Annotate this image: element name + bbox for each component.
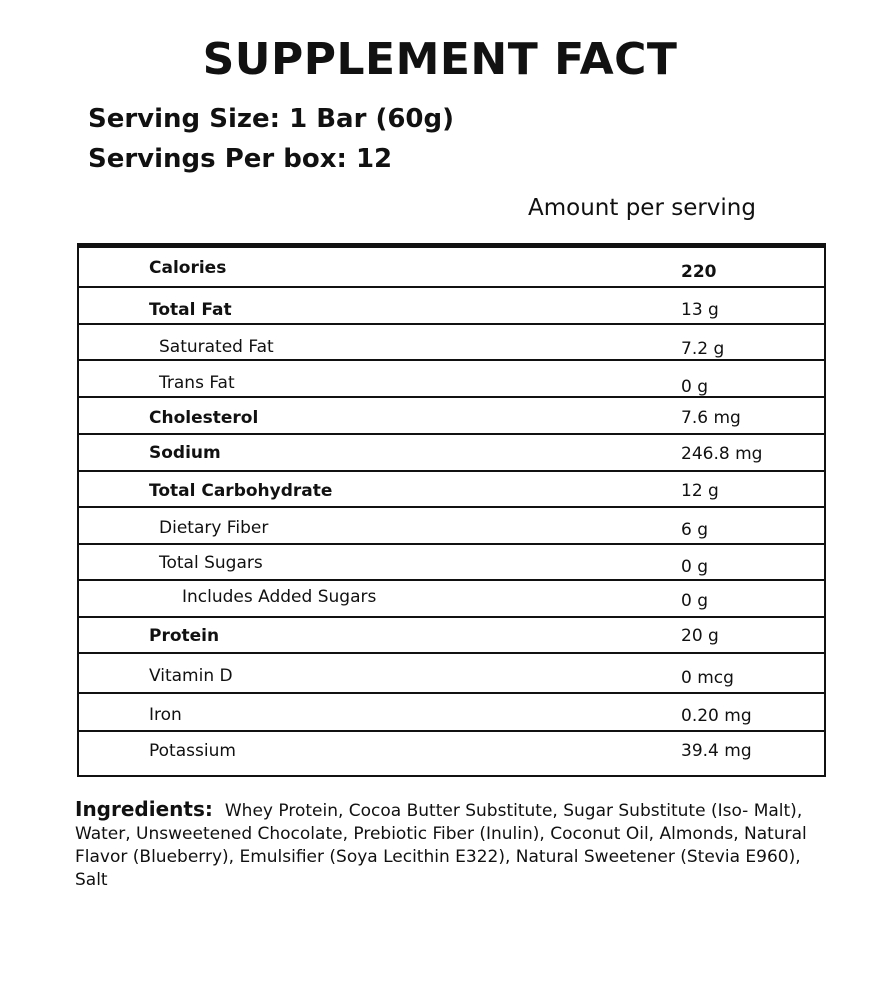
nutrient-value: 20 g: [681, 626, 719, 646]
table-row: [79, 618, 824, 654]
nutrient-value: 0 g: [681, 591, 709, 611]
table-row: [79, 288, 824, 325]
nutrient-label: Total Carbohydrate: [149, 481, 333, 501]
table-row: [79, 361, 824, 398]
table-row: [79, 398, 824, 435]
nutrient-label: Calories: [149, 258, 227, 278]
table-row: [79, 248, 824, 288]
nutrition-facts-table: [77, 243, 826, 777]
table-row: [79, 435, 824, 472]
amount-per-serving-header: Amount per serving: [528, 195, 756, 221]
nutrient-label: Saturated Fat: [159, 337, 274, 357]
table-row: [79, 508, 824, 545]
nutrient-value: 7.2 g: [681, 339, 725, 359]
nutrient-value: 13 g: [681, 300, 719, 320]
ingredients-text: Whey Protein, Cocoa Butter Substitute, Sugar Substitute (Iso- Malt), Water, Unsweetened Chocolate, Prebiotic Fiber (Inulin), Coconut Oil, Almonds, Natural Flavor (Blueberry), Emulsifier (Soya Lecithin E322), Natural Sweetener (Stevia E960), Salt: [75, 801, 807, 890]
table-row: [79, 325, 824, 361]
nutrient-label: Cholesterol: [149, 408, 259, 428]
nutrient-value: 0.20 mg: [681, 706, 752, 726]
table-row: [79, 472, 824, 508]
table-row: [79, 732, 824, 775]
servings-per-box: Servings Per box: 12: [88, 144, 393, 174]
nutrient-value: 0 mcg: [681, 668, 734, 688]
nutrient-value: 0 g: [681, 377, 709, 397]
nutrient-label: Iron: [149, 705, 182, 725]
nutrient-value: 6 g: [681, 520, 709, 540]
nutrient-label: Total Sugars: [159, 553, 263, 573]
page-title: SUPPLEMENT FACT: [202, 34, 678, 85]
ingredients-label: Ingredients:: [75, 797, 213, 821]
table-row: [79, 694, 824, 732]
nutrient-label: Includes Added Sugars: [182, 587, 377, 607]
nutrient-label: Potassium: [149, 741, 236, 761]
nutrient-label: Dietary Fiber: [159, 518, 269, 538]
nutrient-value: 0 g: [681, 557, 709, 577]
nutrient-value: 220: [681, 262, 717, 282]
table-row: [79, 581, 824, 618]
nutrient-value: 7.6 mg: [681, 408, 741, 428]
nutrient-label: Vitamin D: [149, 666, 233, 686]
nutrient-label: Protein: [149, 626, 220, 646]
table-row: [79, 654, 824, 694]
nutrient-label: Total Fat: [149, 300, 232, 320]
nutrient-label: Trans Fat: [159, 373, 235, 393]
nutrient-value: 246.8 mg: [681, 444, 763, 464]
nutrient-label: Sodium: [149, 443, 221, 463]
nutrient-value: 39.4 mg: [681, 741, 752, 761]
nutrient-value: 12 g: [681, 481, 719, 501]
table-row: [79, 545, 824, 581]
ingredients-paragraph: [75, 798, 820, 892]
serving-size: Serving Size: 1 Bar (60g): [88, 104, 455, 134]
